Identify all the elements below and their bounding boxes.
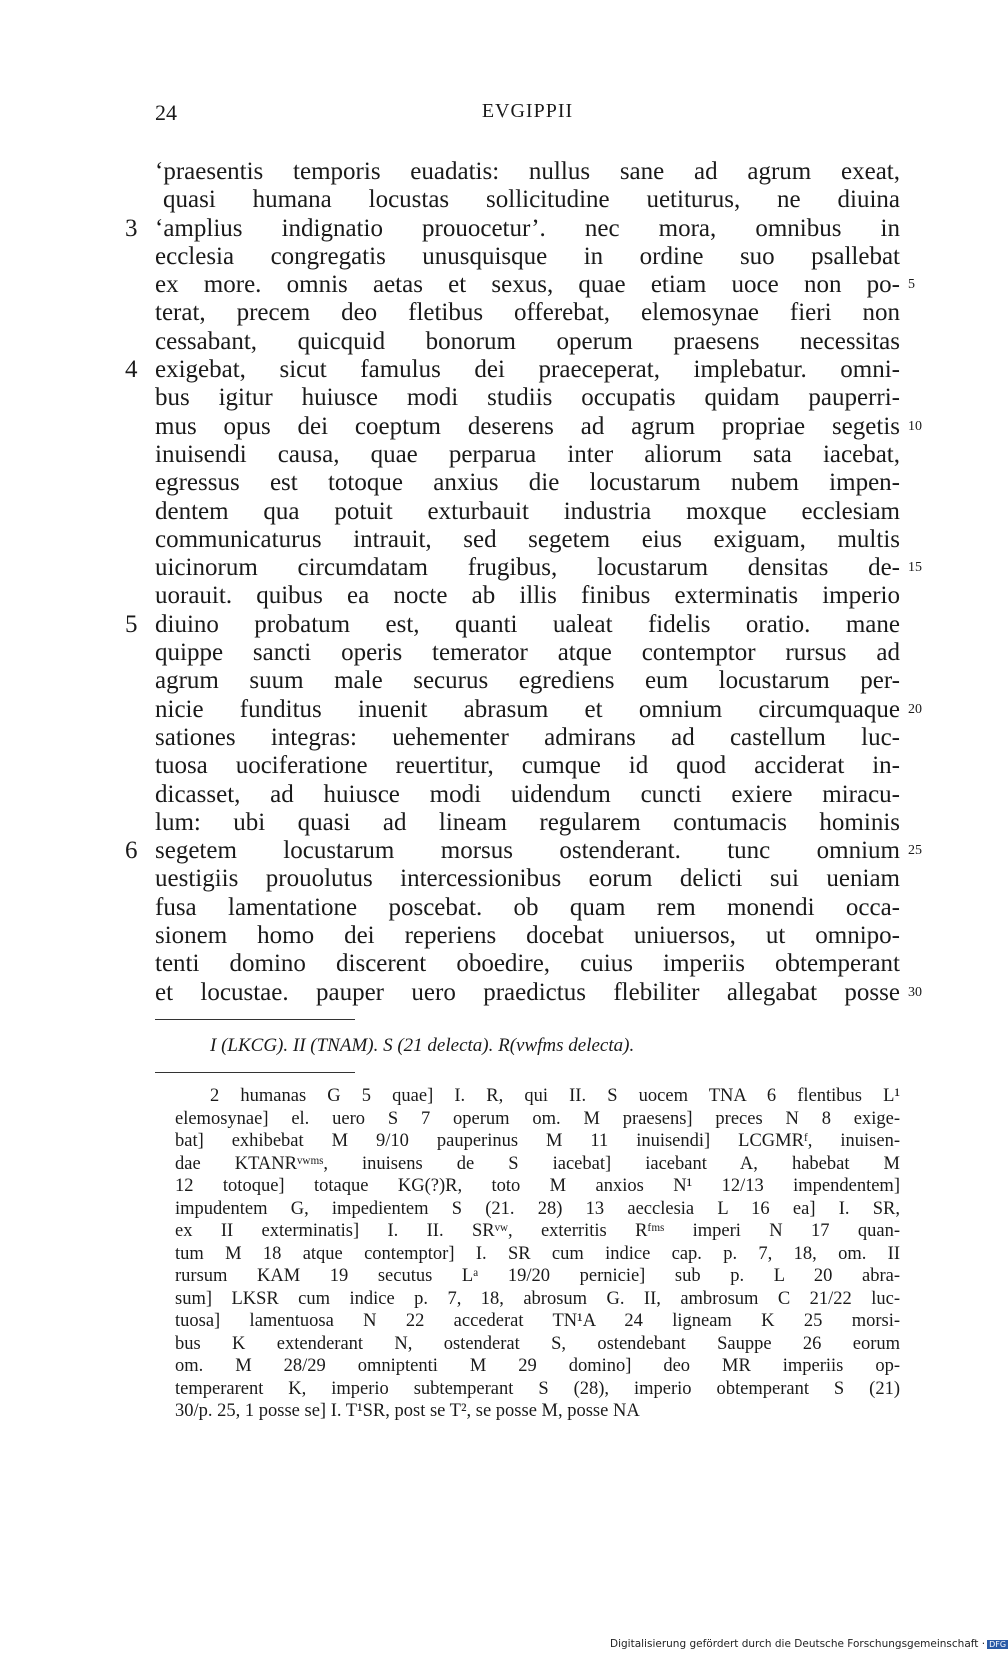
text-line xyxy=(0,271,1000,299)
text-line xyxy=(0,299,1000,327)
line-text: sationes integras: uehementer admirans ad castellum luc- xyxy=(155,723,900,751)
apparatus-line: dae KTANRᵛʷᵐˢ, inuisens de S iacebat] iacebant A, habebat M xyxy=(175,1153,900,1174)
section-number: 6 xyxy=(125,837,138,865)
line-text: fusa lamentatione poscebat. ob quam rem monendi occa- xyxy=(155,893,900,921)
running-title: EVGIPPII xyxy=(481,100,574,122)
text-line xyxy=(0,667,1000,695)
line-text: egressus est totoque anxius die locustarum nubem impen- xyxy=(155,469,900,497)
line-number: 10 xyxy=(908,418,922,434)
apparatus-divider-bottom xyxy=(155,1072,355,1073)
text-line xyxy=(0,724,1000,752)
text-line xyxy=(0,865,1000,893)
apparatus-line: ex II exterminatis] I. II. SRᵛʷ, exterritis Rᶠᵐˢ imperi N 17 quan- xyxy=(175,1221,900,1241)
apparatus-divider-top xyxy=(155,1019,355,1020)
line-number: 30 xyxy=(908,984,922,1000)
page-header xyxy=(155,100,900,130)
line-number: 15 xyxy=(908,560,922,576)
text-line xyxy=(0,243,1000,271)
apparatus-line: tuosa] lamentuosa N 22 accederat TN¹A 24 ligneam K 25 morsi- xyxy=(175,1311,900,1331)
text-line xyxy=(0,186,1000,214)
text-line xyxy=(0,979,1000,1007)
apparatus-line: bus K extenderant N, ostenderat S, ostendebant Sauppe 26 eorum xyxy=(175,1333,900,1354)
text-line xyxy=(0,894,1000,922)
apparatus-line: elemosynae] el. uero S 7 operum om. M praesens] preces N 8 exige- xyxy=(175,1108,900,1129)
text-line xyxy=(0,696,1000,724)
line-text: quasi humana locustas sollicitudine uetiturus, ne diuina xyxy=(163,186,900,214)
line-text: mus opus dei coeptum deserens ad agrum propriae segetis xyxy=(155,412,900,440)
text-line xyxy=(0,469,1000,497)
footer-text: Digitalisierung gefördert durch die Deutsche Forschungsgemeinschaft · xyxy=(610,1638,986,1650)
apparatus-line: tum M 18 atque contemptor] I. SR cum indice cap. p. 7, 18, om. II xyxy=(175,1243,900,1264)
line-text: ex more. omnis aetas et sexus, quae etiam uoce non po- xyxy=(155,271,900,299)
dfg-logo: DFG xyxy=(989,1639,1007,1649)
text-line xyxy=(0,413,1000,441)
apparatus-line: sum] LKSR cum indice p. 7, 18, abrosum G. II, ambrosum C 21/22 luc- xyxy=(175,1288,900,1309)
text-line xyxy=(0,837,1000,865)
text-line xyxy=(0,498,1000,526)
line-text: diuino probatum est, quanti ualeat fidelis oratio. mane xyxy=(155,610,900,638)
text-line xyxy=(0,328,1000,356)
text-line xyxy=(0,384,1000,412)
line-text: uicinorum circumdatam frugibus, locustarum densitas de- xyxy=(155,554,900,582)
line-text: lum: ubi quasi ad lineam regularem contumacis hominis xyxy=(155,808,900,836)
line-text: uestigiis prouolutus intercessionibus eorum delicti sui ueniam xyxy=(155,865,900,893)
line-text: tuosa uociferatione reuertitur, cumque id quod acciderat in- xyxy=(155,752,900,780)
line-text: communicaturus intrauit, sed segetem eius exiguam, multis xyxy=(155,525,900,553)
digitization-footer xyxy=(610,1638,1008,1650)
apparatus-line: 12 totoque] totaque KG(?)R, toto M anxios N¹ 12/13 impendentem] xyxy=(175,1176,900,1196)
line-number: 25 xyxy=(908,843,922,859)
sigla-line: I (LKCG). II (TNAM). S (21 delecta). R(vwfms delecta). xyxy=(210,1035,635,1056)
apparatus-line: temperarent K, imperio subtemperant S (28), imperio obtemperant S (21) xyxy=(175,1378,900,1399)
text-line xyxy=(0,441,1000,469)
line-text: cessabant, quicquid bonorum operum praesens necessitas xyxy=(155,327,900,355)
line-text: ‘praesentis temporis euadatis: nullus sane ad agrum exeat, xyxy=(155,158,900,185)
text-line xyxy=(0,215,1000,243)
section-number: 5 xyxy=(125,610,138,638)
line-text: bus igitur huiusce modi studiis occupatis quidam pauperri- xyxy=(155,384,900,412)
apparatus-line: 2 humanas G 5 quae] I. R, qui II. S uocem TNA 6 flentibus L¹ xyxy=(210,1086,900,1106)
text-line xyxy=(0,356,1000,384)
line-text: inuisendi causa, quae perparua inter aliorum sata iacebat, xyxy=(155,440,900,468)
text-line xyxy=(0,922,1000,950)
text-line xyxy=(0,611,1000,639)
text-line xyxy=(0,950,1000,978)
line-text: sionem homo dei reperiens docebat uniuersos, ut omnipo- xyxy=(155,922,900,950)
apparatus-line: impudentem G, impedientem S (21. 28) 13 aecclesia L 16 ea] I. SR, xyxy=(175,1198,900,1219)
section-number: 4 xyxy=(125,356,138,384)
apparatus-line: bat] exhibebat M 9/10 pauperinus M 11 inuisendi] LCGMRᶠ, inuisen- xyxy=(175,1131,900,1151)
line-text: nicie funditus inuenit abrasum et omnium circumquaque xyxy=(155,695,900,723)
page-number: 24 xyxy=(155,100,177,125)
text-line xyxy=(0,526,1000,554)
text-line xyxy=(0,554,1000,582)
line-text: et locustae. pauper uero praedictus flebiliter allegabat posse xyxy=(155,978,900,1006)
line-text: dentem qua potuit exturbauit industria moxque ecclesiam xyxy=(155,497,900,525)
line-text: ecclesia congregatis unusquisque in ordine suo psallebat xyxy=(155,242,900,270)
section-number: 3 xyxy=(125,214,138,242)
line-text: quippe sancti operis temerator atque contemptor rursus ad xyxy=(155,639,900,667)
line-text: agrum suum male securus egrediens eum locustarum per- xyxy=(155,667,900,695)
main-text xyxy=(0,158,1000,1007)
line-text: terat, precem deo fletibus offerebat, elemosynae fieri non xyxy=(155,299,900,327)
line-text: uorauit. quibus ea nocte ab illis finibus exterminatis imperio xyxy=(155,582,900,610)
text-line xyxy=(0,809,1000,837)
text-line xyxy=(0,781,1000,809)
text-line xyxy=(0,752,1000,780)
apparatus-line: om. M 28/29 omniptenti M 29 domino] deo MR imperiis op- xyxy=(175,1356,900,1376)
line-number: 20 xyxy=(908,701,922,717)
critical-apparatus xyxy=(155,1085,900,1423)
line-text: ‘amplius indignatio prouocetur’. nec mora, omnibus in xyxy=(155,214,900,242)
line-text: dicasset, ad huiusce modi uidendum cuncti exiere miracu- xyxy=(155,780,900,808)
text-line xyxy=(0,582,1000,610)
line-number: 5 xyxy=(908,277,915,293)
text-line xyxy=(0,639,1000,667)
apparatus-line: 30/p. 25, 1 posse se] I. T¹SR, post se T², se posse M, posse NA xyxy=(175,1401,640,1421)
line-text: segetem locustarum morsus ostenderant. tunc omnium xyxy=(155,837,900,865)
line-text: exigebat, sicut famulus dei praeceperat, implebatur. omni- xyxy=(155,356,900,384)
line-text: tenti domino discerent oboedire, cuius imperiis obtemperant xyxy=(155,950,900,978)
apparatus-line: rursum KAM 19 secutus Lᵃ 19/20 pernicie] sub p. L 20 abra- xyxy=(175,1266,900,1286)
text-line xyxy=(0,158,1000,186)
